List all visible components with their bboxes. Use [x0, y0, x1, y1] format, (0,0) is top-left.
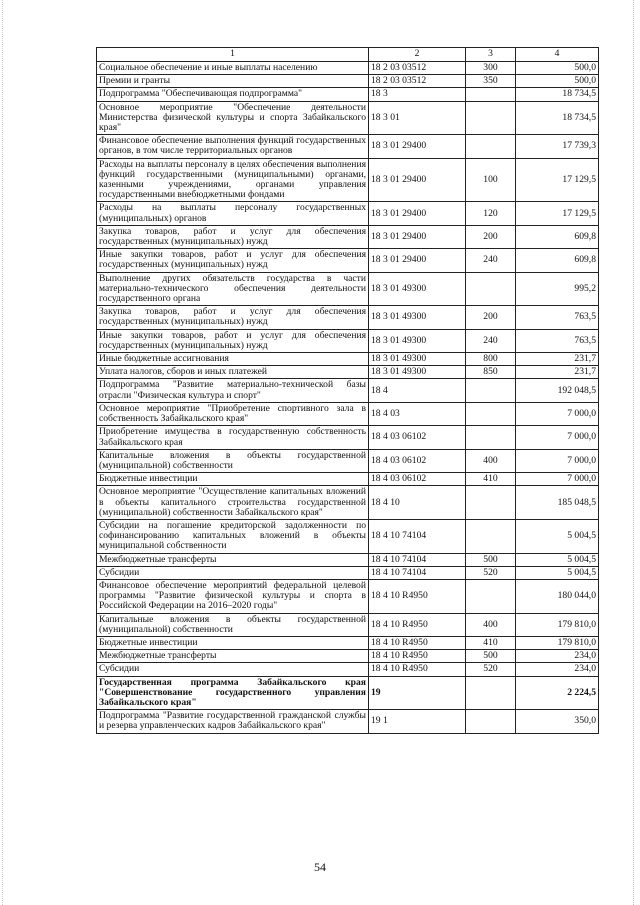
table-row	[97, 566, 599, 579]
row-sum-cell: 7 000,0	[516, 449, 599, 472]
table-row	[97, 272, 599, 306]
table-row	[97, 486, 599, 520]
table-row	[97, 225, 599, 248]
row-name-cell: Уплата налогов, сборов и иных платежей	[97, 366, 369, 379]
row-code-cell: 18 3 01 29400	[369, 225, 466, 248]
row-code-cell: 18 4 10 R4950	[369, 579, 466, 613]
header-col-3: 3	[466, 48, 516, 62]
row-code-cell: 18 3 01 49300	[369, 353, 466, 366]
row-expense-type-cell	[466, 676, 516, 710]
row-expense-type-cell: 520	[466, 566, 516, 579]
table-row	[97, 650, 599, 663]
row-expense-type-cell: 350	[466, 75, 516, 88]
table-row	[97, 329, 599, 352]
row-sum-cell: 185 048,5	[516, 486, 599, 520]
page-number: 54	[314, 860, 326, 874]
row-code-cell: 18 3 01 29400	[369, 158, 466, 202]
row-expense-type-cell: 240	[466, 329, 516, 352]
table-row	[97, 402, 599, 425]
row-name-cell: Иные закупки товаров, работ и услуг для обеспечения государственных (муниципальных) нужд	[97, 249, 369, 272]
table-row	[97, 158, 599, 202]
row-expense-type-cell: 850	[466, 366, 516, 379]
row-sum-cell: 179 810,0	[516, 613, 599, 636]
table-row	[97, 663, 599, 676]
row-name-cell: Расходы на выплаты персоналу государственных (муниципальных) органов	[97, 202, 369, 225]
row-name-cell: Подпрограмма "Развитие материально-технической базы отрасли "Физическая культура и спорт"	[97, 379, 369, 402]
row-sum-cell: 5 004,5	[516, 519, 599, 553]
row-sum-cell: 5 004,5	[516, 553, 599, 566]
row-sum-cell: 7 000,0	[516, 473, 599, 486]
table-row	[97, 710, 599, 733]
row-code-cell: 18 4 03	[369, 402, 466, 425]
table-row	[97, 306, 599, 329]
row-code-cell: 18 3 01 29400	[369, 135, 466, 158]
row-expense-type-cell: 500	[466, 650, 516, 663]
row-code-cell: 18 4 03 06102	[369, 449, 466, 472]
row-name-cell: Государственная программа Забайкальского края "Совершенствование государственного управления Забайкальского края"	[97, 676, 369, 710]
row-name-cell: Подпрограмма "Обеспечивающая подпрограмма"	[97, 88, 369, 101]
row-code-cell: 18 4 10	[369, 486, 466, 520]
row-code-cell: 18 4 10 R4950	[369, 636, 466, 649]
row-name-cell: Финансовое обеспечение выполнения функций государственных органов, в том числе территориальных органов	[97, 135, 369, 158]
row-name-cell: Субсидии	[97, 663, 369, 676]
row-expense-type-cell	[466, 135, 516, 158]
row-expense-type-cell: 410	[466, 636, 516, 649]
row-sum-cell: 609,8	[516, 249, 599, 272]
table-row	[97, 249, 599, 272]
row-expense-type-cell: 400	[466, 449, 516, 472]
row-sum-cell: 500,0	[516, 62, 599, 75]
row-code-cell: 18 4 03 06102	[369, 426, 466, 449]
table-row	[97, 613, 599, 636]
row-code-cell: 18 4 10 74104	[369, 553, 466, 566]
row-expense-type-cell	[466, 579, 516, 613]
row-code-cell: 18 3 01 49300	[369, 329, 466, 352]
row-expense-type-cell	[466, 379, 516, 402]
table-row	[97, 202, 599, 225]
row-expense-type-cell	[466, 710, 516, 733]
row-sum-cell: 231,7	[516, 353, 599, 366]
row-sum-cell: 7 000,0	[516, 426, 599, 449]
table-row	[97, 379, 599, 402]
row-code-cell: 18 3 01 29400	[369, 202, 466, 225]
row-name-cell: Межбюджетные трансферты	[97, 553, 369, 566]
row-sum-cell: 234,0	[516, 650, 599, 663]
row-name-cell: Расходы на выплаты персоналу в целях обеспечения выполнения функций государственными (муниципальными) органами, казенными учреждениями, органами управления государственными внебюджетными фондами	[97, 158, 369, 202]
table-row	[97, 449, 599, 472]
row-sum-cell: 609,8	[516, 225, 599, 248]
row-sum-cell: 350,0	[516, 710, 599, 733]
row-code-cell: 18 2 03 03512	[369, 62, 466, 75]
row-expense-type-cell	[466, 88, 516, 101]
budget-table	[96, 47, 599, 734]
row-sum-cell: 17 739,3	[516, 135, 599, 158]
row-name-cell: Премии и гранты	[97, 75, 369, 88]
row-expense-type-cell: 410	[466, 473, 516, 486]
row-expense-type-cell	[466, 272, 516, 306]
row-name-cell: Межбюджетные трансферты	[97, 650, 369, 663]
row-sum-cell: 17 129,5	[516, 202, 599, 225]
row-expense-type-cell: 520	[466, 663, 516, 676]
row-sum-cell: 18 734,5	[516, 88, 599, 101]
row-code-cell: 18 3 01 29400	[369, 249, 466, 272]
row-expense-type-cell: 200	[466, 306, 516, 329]
row-sum-cell: 179 810,0	[516, 636, 599, 649]
header-col-2: 2	[369, 48, 466, 62]
row-sum-cell: 192 048,5	[516, 379, 599, 402]
scan-edge-right	[632, 0, 634, 905]
table-row	[97, 579, 599, 613]
table-row	[97, 676, 599, 710]
table-row	[97, 519, 599, 553]
table-row	[97, 75, 599, 88]
table-row	[97, 62, 599, 75]
row-expense-type-cell: 500	[466, 553, 516, 566]
row-name-cell: Субсидии на погашение кредиторской задолженности по софинансированию капитальных вложений в объекты муниципальной собственности	[97, 519, 369, 553]
row-sum-cell: 231,7	[516, 366, 599, 379]
row-sum-cell: 234,0	[516, 663, 599, 676]
row-name-cell: Основное мероприятие "Приобретение спортивного зала в собственность Забайкальского края"	[97, 402, 369, 425]
table-row	[97, 353, 599, 366]
row-expense-type-cell: 800	[466, 353, 516, 366]
row-name-cell: Бюджетные инвестиции	[97, 473, 369, 486]
row-code-cell: 18 4 10 R4950	[369, 613, 466, 636]
row-name-cell: Бюджетные инвестиции	[97, 636, 369, 649]
row-name-cell: Выполнение других обязательств государства в части материально-технического обеспечения деятельности государственного органа	[97, 272, 369, 306]
header-col-1: 1	[97, 48, 369, 62]
row-name-cell: Капитальные вложения в объекты государственной (муниципальной) собственности	[97, 613, 369, 636]
row-code-cell: 19 1	[369, 710, 466, 733]
row-sum-cell: 995,2	[516, 272, 599, 306]
row-code-cell: 18 3	[369, 88, 466, 101]
row-expense-type-cell: 240	[466, 249, 516, 272]
table-row	[97, 473, 599, 486]
row-name-cell: Приобретение имущества в государственную собственность Забайкальского края	[97, 426, 369, 449]
row-sum-cell: 5 004,5	[516, 566, 599, 579]
scan-edge-left	[2, 0, 4, 905]
row-name-cell: Субсидии	[97, 566, 369, 579]
row-sum-cell: 180 044,0	[516, 579, 599, 613]
row-code-cell: 18 3 01	[369, 101, 466, 135]
row-expense-type-cell: 100	[466, 158, 516, 202]
row-name-cell: Финансовое обеспечение мероприятий федеральной целевой программы "Развитие физической культуры и спорта в Российской Федерации на 2016–2020 годы"	[97, 579, 369, 613]
row-expense-type-cell	[466, 426, 516, 449]
row-sum-cell: 763,5	[516, 329, 599, 352]
row-code-cell: 18 3 01 49300	[369, 306, 466, 329]
row-expense-type-cell	[466, 486, 516, 520]
row-sum-cell: 763,5	[516, 306, 599, 329]
row-name-cell: Иные закупки товаров, работ и услуг для обеспечения государственных (муниципальных) нужд	[97, 329, 369, 352]
row-name-cell: Закупка товаров, работ и услуг для обеспечения государственных (муниципальных) нужд	[97, 225, 369, 248]
row-code-cell: 18 4	[369, 379, 466, 402]
row-expense-type-cell	[466, 402, 516, 425]
row-code-cell: 18 4 10 74104	[369, 519, 466, 553]
row-expense-type-cell: 400	[466, 613, 516, 636]
row-name-cell: Основное мероприятие "Обеспечение деятельности Министерства физической культуры и спорта Забайкальского края"	[97, 101, 369, 135]
row-code-cell: 18 2 03 03512	[369, 75, 466, 88]
row-sum-cell: 17 129,5	[516, 158, 599, 202]
table-header-row	[97, 48, 599, 62]
table-row	[97, 101, 599, 135]
table-body	[97, 62, 599, 734]
table-row	[97, 88, 599, 101]
row-code-cell: 18 3 01 49300	[369, 366, 466, 379]
row-expense-type-cell	[466, 519, 516, 553]
row-name-cell: Подпрограмма "Развитие государственной гражданской службы и резерва управленческих кадров Забайкальского края"	[97, 710, 369, 733]
row-name-cell: Социальное обеспечение и иные выплаты населению	[97, 62, 369, 75]
row-sum-cell: 500,0	[516, 75, 599, 88]
row-sum-cell: 2 224,5	[516, 676, 599, 710]
table-row	[97, 636, 599, 649]
row-name-cell: Капитальные вложения в объекты государственной (муниципальной) собственности	[97, 449, 369, 472]
header-col-4: 4	[516, 48, 599, 62]
row-code-cell: 18 4 10 74104	[369, 566, 466, 579]
row-name-cell: Закупка товаров, работ и услуг для обеспечения государственных (муниципальных) нужд	[97, 306, 369, 329]
row-code-cell: 18 4 10 R4950	[369, 650, 466, 663]
table-row	[97, 553, 599, 566]
row-sum-cell: 7 000,0	[516, 402, 599, 425]
row-expense-type-cell	[466, 101, 516, 135]
table-row	[97, 366, 599, 379]
row-expense-type-cell: 120	[466, 202, 516, 225]
row-expense-type-cell: 300	[466, 62, 516, 75]
table-row	[97, 135, 599, 158]
row-code-cell: 19	[369, 676, 466, 710]
row-code-cell: 18 4 10 R4950	[369, 663, 466, 676]
row-name-cell: Основное мероприятие "Осуществление капитальных вложений в объекты капитального строительства государственной (муниципальной) собственности Забайкальского края"	[97, 486, 369, 520]
row-expense-type-cell: 200	[466, 225, 516, 248]
row-code-cell: 18 4 03 06102	[369, 473, 466, 486]
row-sum-cell: 18 734,5	[516, 101, 599, 135]
row-code-cell: 18 3 01 49300	[369, 272, 466, 306]
table-row	[97, 426, 599, 449]
row-name-cell: Иные бюджетные ассигнования	[97, 353, 369, 366]
